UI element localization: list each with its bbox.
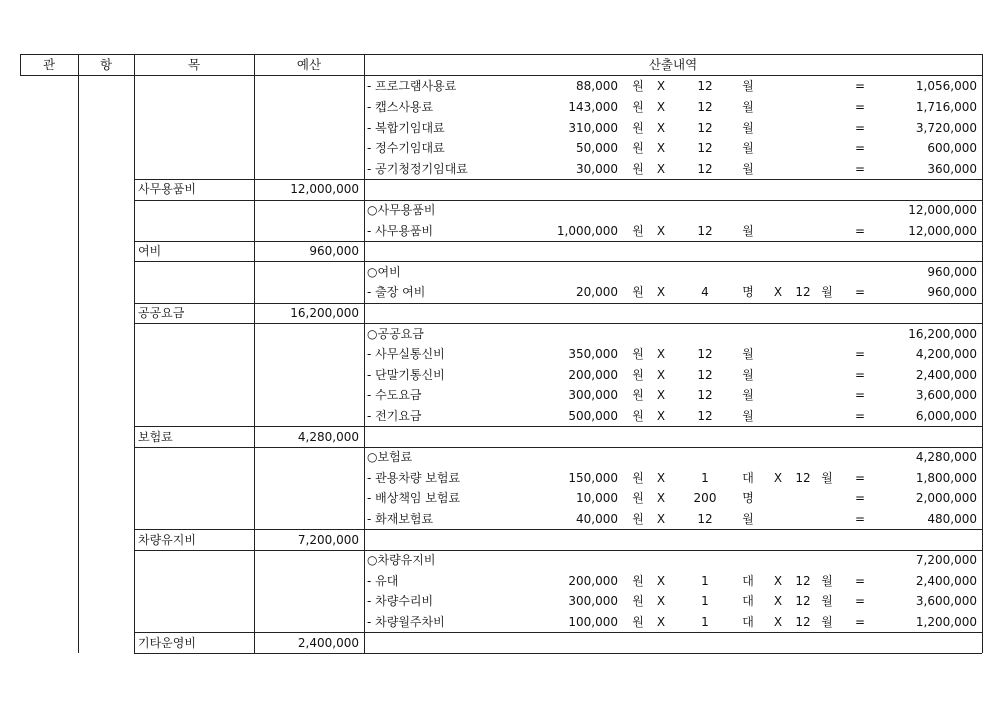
item-name: - 배상책임 보험료 (367, 491, 461, 506)
item-unit-2: 월 (821, 573, 833, 588)
row-line-bottom (134, 261, 982, 262)
item-unit-1: 명 (742, 491, 754, 506)
item-unit-1: 월 (742, 99, 754, 114)
mok-name: 차량유지비 (138, 532, 196, 547)
row-line-bottom (134, 447, 982, 448)
item-equals: = (854, 594, 866, 609)
item-times-1: X (656, 511, 666, 526)
item-unit-1: 월 (742, 79, 754, 94)
item-total: 12,000,000 (908, 223, 977, 238)
item-name: - 정수기임대료 (367, 141, 445, 156)
item-amount: 30,000 (576, 161, 618, 176)
col-line-right (982, 54, 983, 653)
item-name: - 관용차량 보험료 (367, 470, 461, 485)
item-total: 4,200,000 (915, 347, 977, 362)
header-bottom-border (20, 75, 982, 76)
item-times-2: X (773, 285, 783, 300)
item-unit-1: 월 (742, 120, 754, 135)
item-times-1: X (656, 285, 666, 300)
item-won: 원 (632, 223, 644, 238)
item-amount: 50,000 (576, 141, 618, 156)
item-times-1: X (656, 79, 666, 94)
group-total: 960,000 (927, 264, 977, 279)
item-times-1: X (656, 223, 666, 238)
group-total: 12,000,000 (908, 202, 977, 217)
col-line-gwan-hang (78, 54, 79, 653)
item-won: 원 (632, 141, 644, 156)
item-times-2: X (773, 573, 783, 588)
item-times-1: X (656, 161, 666, 176)
item-total: 1,716,000 (915, 99, 977, 114)
item-amount: 20,000 (576, 285, 618, 300)
item-qty-2: 12 (795, 470, 811, 485)
item-times-1: X (656, 388, 666, 403)
item-won: 원 (632, 408, 644, 423)
item-equals: = (854, 99, 866, 114)
mok-name: 보험료 (138, 429, 173, 444)
item-qty-1: 4 (701, 285, 709, 300)
group-name: ○보험료 (367, 450, 413, 465)
mok-name: 기타운영비 (138, 635, 196, 650)
mok-budget: 16,200,000 (290, 305, 359, 320)
item-amount: 100,000 (568, 614, 618, 629)
mok-budget: 4,280,000 (297, 429, 359, 444)
mok-budget: 7,200,000 (297, 532, 359, 547)
item-name: - 캡스사용료 (367, 99, 434, 114)
header-hang: 항 (99, 57, 113, 72)
item-total: 2,000,000 (915, 491, 977, 506)
item-qty-1: 1 (701, 470, 709, 485)
item-amount: 350,000 (568, 347, 618, 362)
item-equals: = (854, 347, 866, 362)
item-qty-2: 12 (795, 594, 811, 609)
mok-name: 공공요금 (138, 305, 185, 320)
item-won: 원 (632, 491, 644, 506)
item-unit-2: 월 (821, 470, 833, 485)
item-times-1: X (656, 470, 666, 485)
item-name: - 화재보험료 (367, 511, 434, 526)
item-amount: 200,000 (568, 367, 618, 382)
item-won: 원 (632, 367, 644, 382)
item-won: 원 (632, 511, 644, 526)
item-total: 1,200,000 (915, 614, 977, 629)
item-name: - 출장 여비 (367, 285, 426, 300)
row-line-top (134, 529, 982, 530)
item-total: 3,720,000 (915, 120, 977, 135)
item-times-1: X (656, 408, 666, 423)
mok-name: 사무용품비 (138, 182, 196, 197)
item-amount: 300,000 (568, 388, 618, 403)
header-detail: 산출내역 (648, 57, 698, 72)
item-qty-1: 12 (697, 141, 713, 156)
item-qty-1: 12 (697, 79, 713, 94)
item-name: - 차량수리비 (367, 594, 434, 609)
item-times-2: X (773, 470, 783, 485)
item-amount: 10,000 (576, 491, 618, 506)
item-qty-2: 12 (795, 573, 811, 588)
row-line-bottom (134, 200, 982, 201)
item-unit-1: 대 (742, 470, 754, 485)
item-equals: = (854, 511, 866, 526)
item-times-1: X (656, 367, 666, 382)
item-won: 원 (632, 573, 644, 588)
col-line-mok-budget (254, 54, 255, 653)
group-name: ○사무용품비 (367, 202, 436, 217)
item-unit-2: 월 (821, 285, 833, 300)
item-equals: = (854, 161, 866, 176)
item-name: - 차량월주차비 (367, 614, 445, 629)
item-qty-1: 12 (697, 120, 713, 135)
item-won: 원 (632, 614, 644, 629)
group-name: ○여비 (367, 264, 401, 279)
item-qty-1: 1 (701, 573, 709, 588)
group-name: ○공공요금 (367, 326, 424, 341)
item-amount: 150,000 (568, 470, 618, 485)
item-qty-1: 200 (693, 491, 717, 506)
mok-name: 여비 (138, 244, 162, 259)
row-line-top (134, 179, 982, 180)
row-line-top (134, 632, 982, 633)
item-qty-1: 12 (697, 408, 713, 423)
item-unit-2: 월 (821, 614, 833, 629)
item-name: - 전기요금 (367, 408, 422, 423)
item-amount: 40,000 (576, 511, 618, 526)
item-won: 원 (632, 388, 644, 403)
item-unit-1: 월 (742, 388, 754, 403)
item-amount: 200,000 (568, 573, 618, 588)
item-total: 1,800,000 (915, 470, 977, 485)
item-amount: 143,000 (568, 99, 618, 114)
item-total: 360,000 (927, 161, 977, 176)
item-won: 원 (632, 285, 644, 300)
item-qty-1: 1 (701, 594, 709, 609)
group-total: 16,200,000 (908, 326, 977, 341)
item-times-1: X (656, 491, 666, 506)
item-name: - 공기청정기임대료 (367, 161, 468, 176)
item-unit-1: 월 (742, 511, 754, 526)
row-line-bottom (134, 550, 982, 551)
item-equals: = (854, 388, 866, 403)
group-total: 4,280,000 (915, 450, 977, 465)
item-unit-1: 명 (742, 285, 754, 300)
item-equals: = (854, 408, 866, 423)
item-unit-1: 대 (742, 614, 754, 629)
item-times-1: X (656, 120, 666, 135)
item-amount: 1,000,000 (556, 223, 618, 238)
item-qty-2: 12 (795, 285, 811, 300)
item-times-1: X (656, 141, 666, 156)
item-won: 원 (632, 99, 644, 114)
item-qty-1: 12 (697, 161, 713, 176)
mok-budget: 12,000,000 (290, 182, 359, 197)
item-total: 6,000,000 (915, 408, 977, 423)
item-equals: = (854, 573, 866, 588)
row-line-bottom (134, 323, 982, 324)
item-qty-1: 12 (697, 388, 713, 403)
row-line-top (134, 303, 982, 304)
item-won: 원 (632, 347, 644, 362)
item-times-1: X (656, 594, 666, 609)
col-line-left (20, 54, 21, 75)
item-times-2: X (773, 594, 783, 609)
item-unit-1: 월 (742, 408, 754, 423)
item-won: 원 (632, 161, 644, 176)
item-equals: = (854, 367, 866, 382)
item-unit-1: 월 (742, 347, 754, 362)
mok-budget: 2,400,000 (297, 635, 359, 650)
col-line-budget-detail (364, 54, 365, 653)
row-line-top (134, 241, 982, 242)
item-equals: = (854, 120, 866, 135)
item-won: 원 (632, 594, 644, 609)
item-total: 3,600,000 (915, 388, 977, 403)
item-equals: = (854, 285, 866, 300)
item-name: - 복합기임대료 (367, 120, 445, 135)
item-total: 960,000 (927, 285, 977, 300)
item-qty-1: 1 (701, 614, 709, 629)
item-equals: = (854, 470, 866, 485)
row-line-bottom (134, 653, 982, 654)
header-budget: 예산 (296, 57, 322, 72)
item-amount: 500,000 (568, 408, 618, 423)
mok-budget: 960,000 (309, 244, 359, 259)
item-unit-1: 월 (742, 161, 754, 176)
header-mok: 목 (187, 57, 201, 72)
item-total: 3,600,000 (915, 594, 977, 609)
item-unit-1: 대 (742, 573, 754, 588)
item-unit-1: 월 (742, 141, 754, 156)
item-equals: = (854, 79, 866, 94)
item-unit-1: 대 (742, 594, 754, 609)
item-times-1: X (656, 614, 666, 629)
item-amount: 310,000 (568, 120, 618, 135)
item-times-1: X (656, 99, 666, 114)
group-total: 7,200,000 (915, 553, 977, 568)
item-unit-2: 월 (821, 594, 833, 609)
item-unit-1: 월 (742, 367, 754, 382)
item-equals: = (854, 141, 866, 156)
item-qty-1: 12 (697, 223, 713, 238)
item-name: - 수도요금 (367, 388, 422, 403)
item-times-1: X (656, 573, 666, 588)
item-amount: 88,000 (576, 79, 618, 94)
item-equals: = (854, 614, 866, 629)
item-total: 480,000 (927, 511, 977, 526)
header-gwan: 관 (42, 57, 56, 72)
item-won: 원 (632, 79, 644, 94)
item-unit-1: 월 (742, 223, 754, 238)
item-total: 600,000 (927, 141, 977, 156)
col-line-hang-mok (134, 54, 135, 653)
item-name: - 유대 (367, 573, 399, 588)
item-qty-2: 12 (795, 614, 811, 629)
item-amount: 300,000 (568, 594, 618, 609)
item-won: 원 (632, 470, 644, 485)
item-name: - 단말기통신비 (367, 367, 445, 382)
item-total: 2,400,000 (915, 573, 977, 588)
item-qty-1: 12 (697, 367, 713, 382)
item-name: - 프로그램사용료 (367, 79, 457, 94)
item-total: 1,056,000 (915, 79, 977, 94)
item-total: 2,400,000 (915, 367, 977, 382)
item-equals: = (854, 223, 866, 238)
item-name: - 사무실통신비 (367, 347, 445, 362)
item-qty-1: 12 (697, 99, 713, 114)
item-name: - 사무용품비 (367, 223, 434, 238)
item-qty-1: 12 (697, 511, 713, 526)
item-times-1: X (656, 347, 666, 362)
group-name: ○차량유지비 (367, 553, 436, 568)
row-line-top (134, 426, 982, 427)
item-equals: = (854, 491, 866, 506)
item-won: 원 (632, 120, 644, 135)
item-qty-1: 12 (697, 347, 713, 362)
item-times-2: X (773, 614, 783, 629)
